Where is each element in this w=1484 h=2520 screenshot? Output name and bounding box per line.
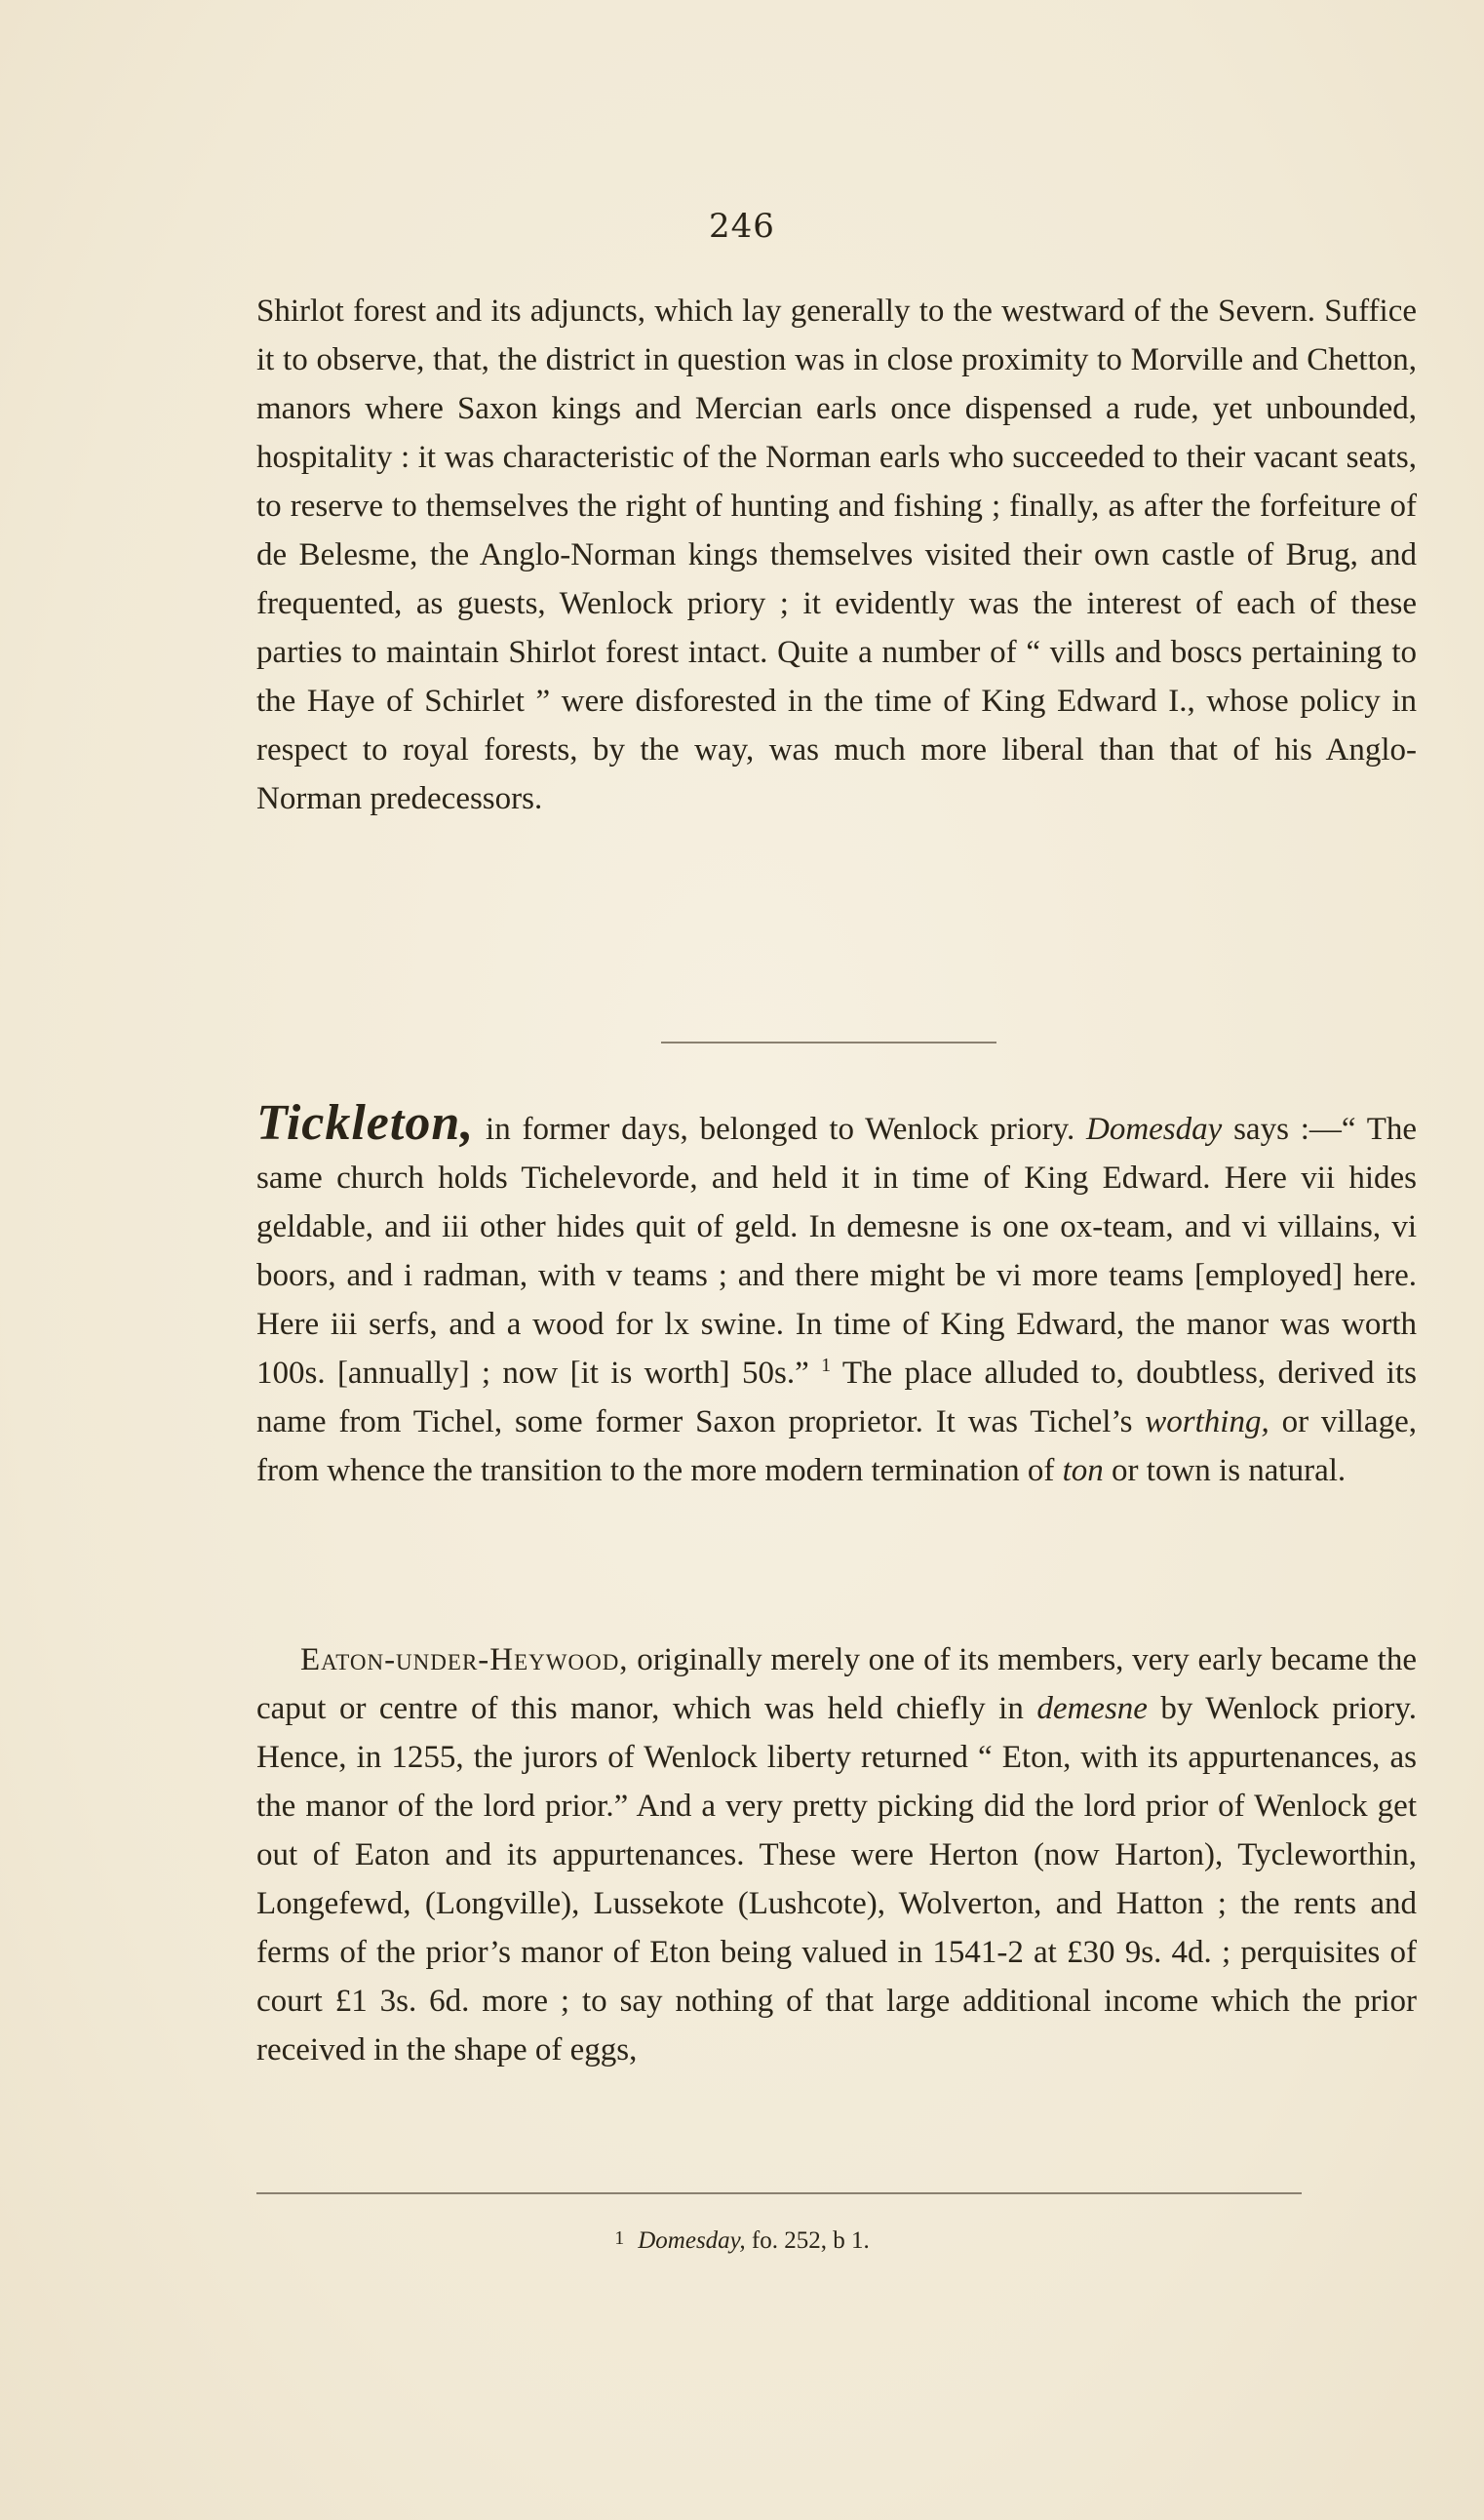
italic-worthing: worthing, (1145, 1404, 1269, 1439)
footnote-mark: 1 (614, 2227, 625, 2249)
italic-demesne: demesne (1036, 1691, 1148, 1726)
text-run: or village, from whence the transition to the more modern termination of (256, 1404, 1417, 1488)
footnote-reference: 1 (821, 1355, 832, 1376)
text-run: in former days, belonged to Wenlock priory. (474, 1112, 1086, 1147)
text-run: by Wenlock priory. Hence, in 1255, the jurors of Wenlock liberty returned “ Eton, with its appurtenances, as the manor of the lord prior.” And a very pretty picking did the lord prior of Wenlock get out of Eaton and its appurtenances. These were Herton (now Harton), Tycleworthin, Longefewd, (Longville), Lussekote (Lushcote), Wolverton, and Hatton ; the rents and ferms of the prior’s manor of Eton being valued in 1541-2 at £30 9s. 4d. ; perquisites of court £1 3s. 6d. more ; to say nothing of that large additional income which the prior received in the shape of eggs, (256, 1691, 1418, 2067)
section-heading-tickleton: Tickleton, (256, 1095, 475, 1151)
paragraph-shirlot: Shirlot forest and its adjuncts, which lay generally to the westward of the Severn. Suffice it to observe, that, the district in question was in close proximity to Morville and Chetton, manors where Saxon kings and Mercian earls once dispensed a rude, yet unbounded, hospitality : it was characteristic of the Norman earls who succeeded to their vacant seats, to reserve to themselves the right of hunting and fishing ; finally, as after the forfeiture of de Belesme, the Anglo-Norman kings themselves visited their own castle of Brug, and frequented, as guests, Wenlock priory ; it evidently was the interest of each of these parties to maintain Shirlot forest intact. Quite a number of “ vills and boscs pertaining to the Haye of Schirlet ” were disforested in the time of King Edward I., whose policy in respect to royal forests, by the way, was much more liberal than that of his Anglo-Norman predecessors. (256, 294, 1417, 816)
paragraph-eaton (256, 1635, 1417, 2074)
text-run: The place alluded to, doubtless, derived its name from Tichel, some former Saxon proprietor. It was Tichel’s (256, 1356, 1417, 1439)
page-number: 246 (709, 207, 775, 246)
footnote-ref: fo. 252, b 1. (745, 2227, 870, 2254)
footnote (0, 2227, 1484, 2255)
text-run: originally merely one of its members, very early became the caput or centre of this manor, which was held chiefly in (256, 1642, 1417, 1726)
section-divider (661, 1042, 996, 1043)
italic-ton: ton (1062, 1453, 1104, 1488)
text-run: says :—“ The same church holds Tichelevorde, and held it in time of King Edward. Here vii hides geldable, and iii other hides quit of geld. In demesne is one ox-team, and vi villains, vi boors, and i radman, with v teams ; and there might be vi more teams [employed] here. Here iii serfs, and a wood for lx swine. In time of King Edward, the manor was worth 100s. [annually] ; now [it is worth] 50s.” (256, 1112, 1418, 1391)
paragraph-tickleton (256, 1095, 1418, 1495)
footnote-source: Domesday, (638, 2227, 746, 2254)
text-run: or town is natural. (1103, 1453, 1347, 1488)
italic-domesday: Domesday (1085, 1112, 1223, 1147)
footnote-rule (256, 2192, 1302, 2194)
section-heading-eaton: Eaton-under-Heywood, (300, 1642, 629, 1677)
